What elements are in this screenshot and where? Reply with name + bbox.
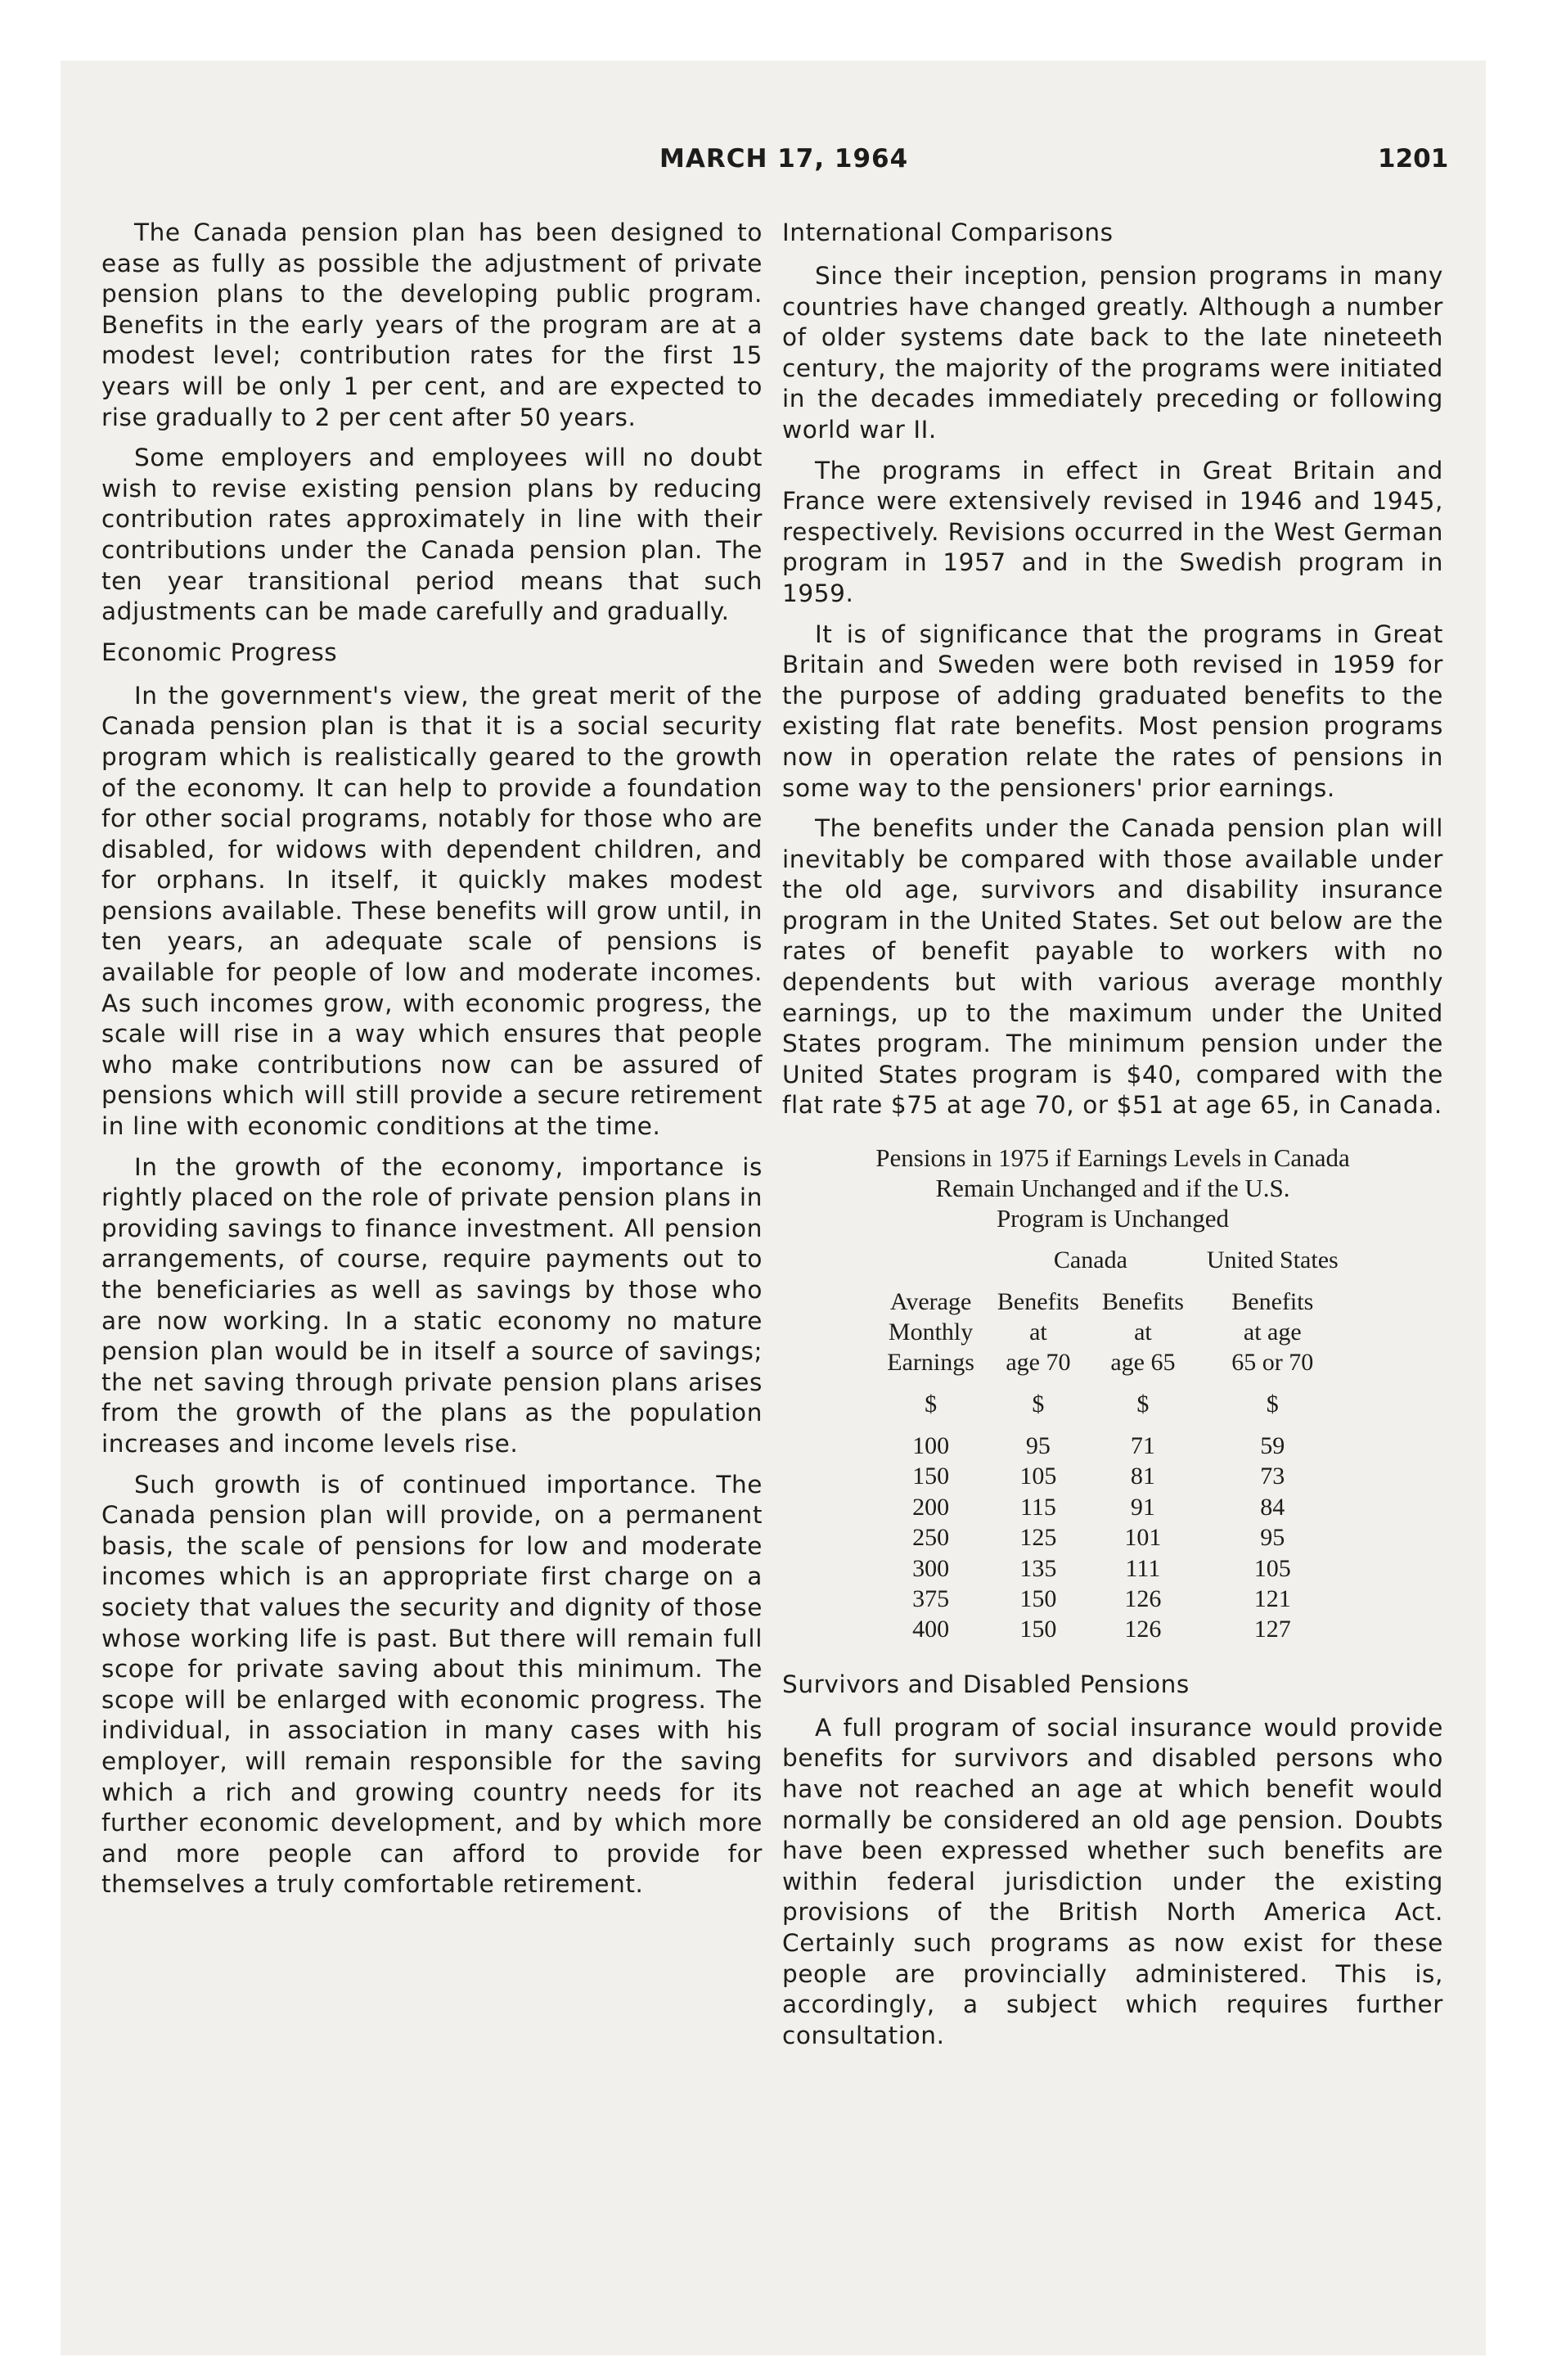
section-heading-international-comparisons: International Comparisons	[782, 219, 1114, 246]
paragraph: Such growth is of continued importance. The Canada pension plan will provide, on a permanent basis, the scale of pensions for low and moderate incomes which is an appropriate first charge on a society that values the security and dignity of those whose working life is past. But there will remain full scope for private saving about this minimum. The scope will be enlarged with economic progress. The individual, in association in many cases with his employer, will remain responsible for the saving which a rich and growing country needs for its further economic development, and by which more and more people can afford to provide for themselves a truly comfortable retirement.	[101, 1470, 763, 1899]
table-cell: 59	[1260, 1432, 1285, 1460]
paragraph: The programs in effect in Great Britain and France were extensively revised in 1946 and 1945, respectively. Revisions occurred in the West German program in 1957 and in the Swedish program in 1959.	[782, 456, 1443, 607]
table-title	[782, 1143, 1443, 1233]
group-header-united-states: United States	[1206, 1246, 1339, 1274]
group-header-canada: Canada	[1053, 1246, 1127, 1274]
left-column	[101, 218, 763, 1910]
table-row	[875, 1553, 1349, 1584]
paragraph: In the government's view, the great merit of the Canada pension plan is that it is a social security program which is realistically geared to the growth of the economy. It can help to provide a foundation for other social programs, notably for those who are disabled, for widows with dependent children, and for orphans. In itself, it quickly makes modest pensions available. These benefits will grow until, in ten years, an adequate scale of pensions is available for people of low and moderate incomes. As such incomes grow, with economic progress, the scale will rise in a way which ensures that people who make contributions now can be assured of pensions which will still provide a secure retirement in line with economic conditions at the time.	[101, 681, 763, 1141]
page-number: 1201	[1378, 144, 1449, 174]
table-cell: 150	[1019, 1616, 1057, 1643]
column-header: Monthly	[888, 1318, 974, 1346]
paragraph: Some employers and employees will no doubt wish to revise existing pension plans by reducing contribution rates approximately in line with their contributions under the Canada pension plan. The ten year transitional period means that such adjustments can be made carefully and gradually.	[101, 444, 763, 626]
table-cell: 111	[1125, 1554, 1161, 1582]
paragraph: The Canada pension plan has been designed to ease as fully as possible the adjustment of private pension plans to the developing public program. Benefits in the early years of the program are at a modest level; contribution rates for the first 15 years will be only 1 per cent, and are expected to rise gradually to 2 per cent after 50 years.	[101, 219, 763, 431]
table-cell: 105	[1253, 1554, 1291, 1582]
column-header: age 70	[1006, 1349, 1071, 1377]
table-cell: 375	[912, 1585, 950, 1613]
column-header: Average	[889, 1288, 972, 1316]
paragraph: It is of significance that the programs in Great Britain and Sweden were both revised in 1959 for the purpose of adding graduated benefits to the existing flat rate benefits. Most pension programs now in operation relate the rates of pensions in some way to the pensioners' prior earnings.	[782, 620, 1443, 802]
table-cell: 95	[1260, 1524, 1285, 1552]
table-cell: 200	[912, 1493, 950, 1521]
table-row	[875, 1492, 1349, 1522]
page-date: MARCH 17, 1964	[659, 144, 909, 174]
column-header: at	[1134, 1318, 1152, 1346]
table-cell: 400	[912, 1616, 950, 1643]
page-header	[0, 144, 1548, 193]
paragraph: The benefits under the Canada pension plan will inevitably be compared with those available under the old age, survivors and disability insurance program in the United States. Set out below are the rates of benefit payable to workers with no dependents but with various average monthly earnings, up to the maximum under the United States program. The minimum pension under the United States program is $40, compared with the flat rate $75 at age 70, or $51 at age 65, in Canada.	[782, 814, 1443, 1120]
column-header: Benefits	[1231, 1288, 1314, 1316]
table-cell: 126	[1124, 1585, 1162, 1613]
table-cell: 121	[1253, 1585, 1291, 1613]
section-heading-economic-progress: Economic Progress	[101, 638, 338, 666]
table-title-line: Remain Unchanged and if the U.S.	[935, 1174, 1290, 1203]
pension-comparison-table	[875, 1245, 1349, 1645]
column-header: at	[1029, 1318, 1047, 1346]
table-cell: 125	[1019, 1524, 1057, 1552]
table-cell: 73	[1260, 1463, 1285, 1490]
unit-label: $	[1032, 1391, 1045, 1418]
table-cell: 95	[1025, 1432, 1051, 1460]
table-cell: 105	[1019, 1463, 1057, 1490]
unit-label: $	[1136, 1391, 1150, 1418]
table-cell: 150	[912, 1463, 950, 1490]
table-cell: 84	[1260, 1493, 1285, 1521]
unit-label: $	[925, 1391, 938, 1418]
table-title-line: Program is Unchanged	[996, 1204, 1230, 1233]
section-heading-survivors-disabled: Survivors and Disabled Pensions	[782, 1670, 1190, 1698]
table-corner	[875, 1245, 986, 1275]
table-cell: 250	[912, 1524, 950, 1552]
table-cell: 81	[1130, 1463, 1155, 1490]
paragraph: In the growth of the economy, importance is rightly placed on the role of private pension plans in providing savings to finance investment. All pension arrangements, of course, require payments out to the beneficiaries as well as savings by those who are now working. In a static economy no mature pension plan would be in itself a source of savings; the net saving through private pension plans arises from the growth of the plans as the population increases and income levels rise.	[101, 1152, 763, 1458]
unit-label: $	[1266, 1391, 1279, 1418]
table-cell: 91	[1130, 1493, 1155, 1521]
column-header: at age	[1243, 1318, 1302, 1346]
paragraph: A full program of social insurance would provide benefits for survivors and disabled persons who have not reached an age at which benefit would normally be considered an old age pension. Doubts have been expressed whether such benefits are within federal jurisdiction under the existing provisions of the British North America Act. Certainly such programs as now exist for these people are provincially administered. This is, accordingly, a subject which requires further consultation.	[782, 1713, 1443, 2049]
table-cell: 126	[1124, 1616, 1162, 1643]
table-cell: 150	[1019, 1585, 1057, 1613]
column-header: Benefits	[997, 1288, 1079, 1316]
column-header: Benefits	[1101, 1288, 1184, 1316]
table-cell: 135	[1019, 1554, 1057, 1582]
right-column	[782, 218, 1443, 2061]
table-row	[875, 1522, 1349, 1553]
table-cell: 100	[912, 1432, 950, 1460]
column-header: age 65	[1110, 1349, 1176, 1377]
table-cell: 127	[1253, 1616, 1291, 1643]
table-cell: 71	[1130, 1432, 1155, 1460]
table-row	[875, 1614, 1349, 1644]
paragraph: Since their inception, pension programs in many countries have changed greatly. Although a number of older systems date back to the late nineteeth century, the majority of the programs were initiated in the decades immediately preceding or following world war II.	[782, 262, 1443, 444]
table-cell: 115	[1019, 1493, 1056, 1521]
table-row	[875, 1584, 1349, 1614]
table-cell: 300	[912, 1554, 950, 1582]
table-title-line: Pensions in 1975 if Earnings Levels in Canada	[875, 1143, 1350, 1173]
table-cell: 101	[1124, 1524, 1162, 1552]
table-row	[875, 1461, 1349, 1491]
column-header: Earnings	[887, 1349, 974, 1377]
column-header: 65 or 70	[1231, 1349, 1314, 1377]
table-row	[875, 1431, 1349, 1461]
